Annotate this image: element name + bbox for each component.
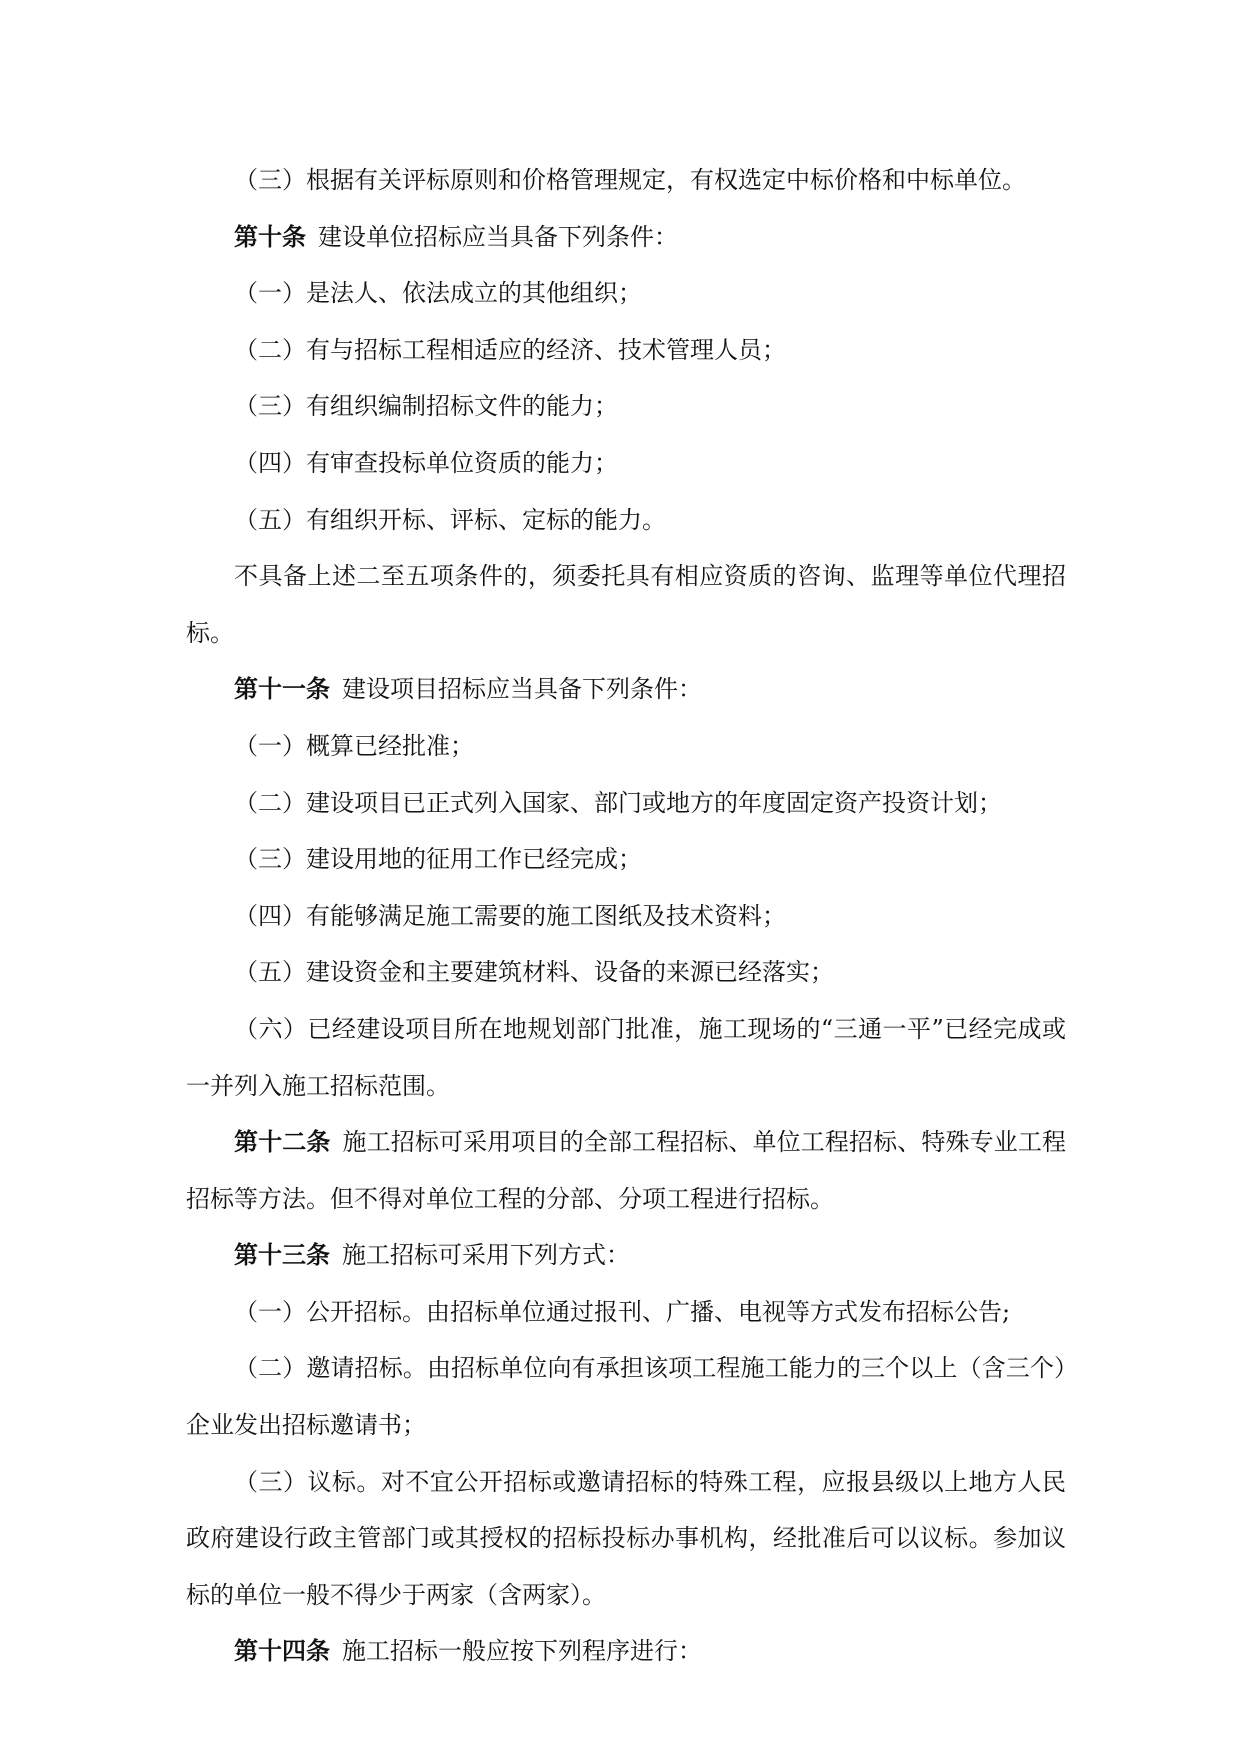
paragraph: [186, 265, 1066, 322]
article-number: 第十一条: [234, 674, 330, 704]
paragraph-text: （三）根据有关评标原则和价格管理规定，有权选定中标价格和中标单位。: [234, 166, 1026, 194]
paragraph-text: （四）有审查投标单位资质的能力；: [234, 448, 618, 477]
paragraph-text: （二）建设项目已正式列入国家、部门或地方的年度固定资产投资计划；: [234, 788, 1002, 817]
paragraph: [186, 435, 1066, 492]
paragraph-text: 施工招标可采用项目的全部工程招标、单位工程招标、特殊专业工程招标等方法。但不得对单位工程的分部、分项工程进行招标。: [186, 1128, 1067, 1213]
document-body: [186, 152, 1066, 1680]
paragraph: [186, 378, 1066, 435]
paragraph: [186, 775, 1066, 832]
paragraph-text: 施工招标一般应按下列程序进行：: [342, 1637, 702, 1666]
paragraph-text: （五）建设资金和主要建筑材料、设备的来源已经落实；: [234, 958, 834, 987]
article-number: 第十二条: [234, 1127, 331, 1157]
paragraph-text: （三）建设用地的征用工作已经完成；: [234, 845, 642, 874]
paragraph-text: 施工招标可采用下列方式：: [342, 1241, 630, 1270]
paragraph-text: 不具备上述二至五项条件的，须委托具有相应资质的咨询、监理等单位代理招标。: [186, 562, 1066, 647]
paragraph: [186, 548, 1066, 661]
paragraph-text: 建设项目招标应当具备下列条件：: [342, 675, 702, 704]
paragraph-text: （四）有能够满足施工需要的施工图纸及技术资料；: [234, 901, 786, 930]
article-number: 第十三条: [234, 1240, 330, 1270]
paragraph-text: （一）公开招标。由招标单位通过报刊、广播、电视等方式发布招标公告;: [234, 1297, 1011, 1326]
paragraph: [186, 831, 1066, 888]
paragraph-text: 建设单位招标应当具备下列条件：: [318, 222, 678, 251]
paragraph: [186, 1623, 1066, 1680]
paragraph-text: （六）已经建设项目所在地规划部门批准，施工现场的“三通一平”已经完成或一并列入施工招标范围。: [186, 1014, 1066, 1100]
paragraph: [186, 1001, 1066, 1114]
paragraph: [186, 1284, 1066, 1341]
paragraph: [186, 152, 1066, 209]
paragraph-text: （一）概算已经批准；: [234, 731, 474, 760]
paragraph: [186, 322, 1066, 379]
paragraph-text: （五）有组织开标、评标、定标的能力。: [234, 505, 666, 534]
paragraph: [186, 209, 1066, 266]
paragraph: [186, 888, 1066, 945]
paragraph-text: （一）是法人、依法成立的其他组织；: [234, 279, 642, 308]
paragraph-text: （二）邀请招标。由招标单位向有承担该项工程施工能力的三个以上（含三个）企业发出招标邀请书；: [186, 1354, 1066, 1440]
paragraph-text: （三）议标。对不宜公开招标或邀请招标的特殊工程，应报县级以上地方人民政府建设行政主管部门或其授权的招标投标办事机构，经批准后可以议标。参加议标的单位一般不得少于两家（含两家）。: [186, 1467, 1066, 1609]
paragraph: [186, 944, 1066, 1001]
paragraph: [186, 492, 1066, 549]
paragraph: [186, 1454, 1066, 1624]
paragraph: [186, 1227, 1066, 1284]
paragraph-text: （二）有与招标工程相适应的经济、技术管理人员；: [234, 335, 786, 364]
article-number: 第十条: [234, 221, 306, 251]
paragraph: [186, 1114, 1066, 1227]
paragraph: [186, 661, 1066, 718]
paragraph: [186, 1340, 1066, 1453]
paragraph: [186, 718, 1066, 775]
paragraph-text: （三）有组织编制招标文件的能力；: [234, 392, 618, 421]
article-number: 第十四条: [234, 1636, 330, 1666]
